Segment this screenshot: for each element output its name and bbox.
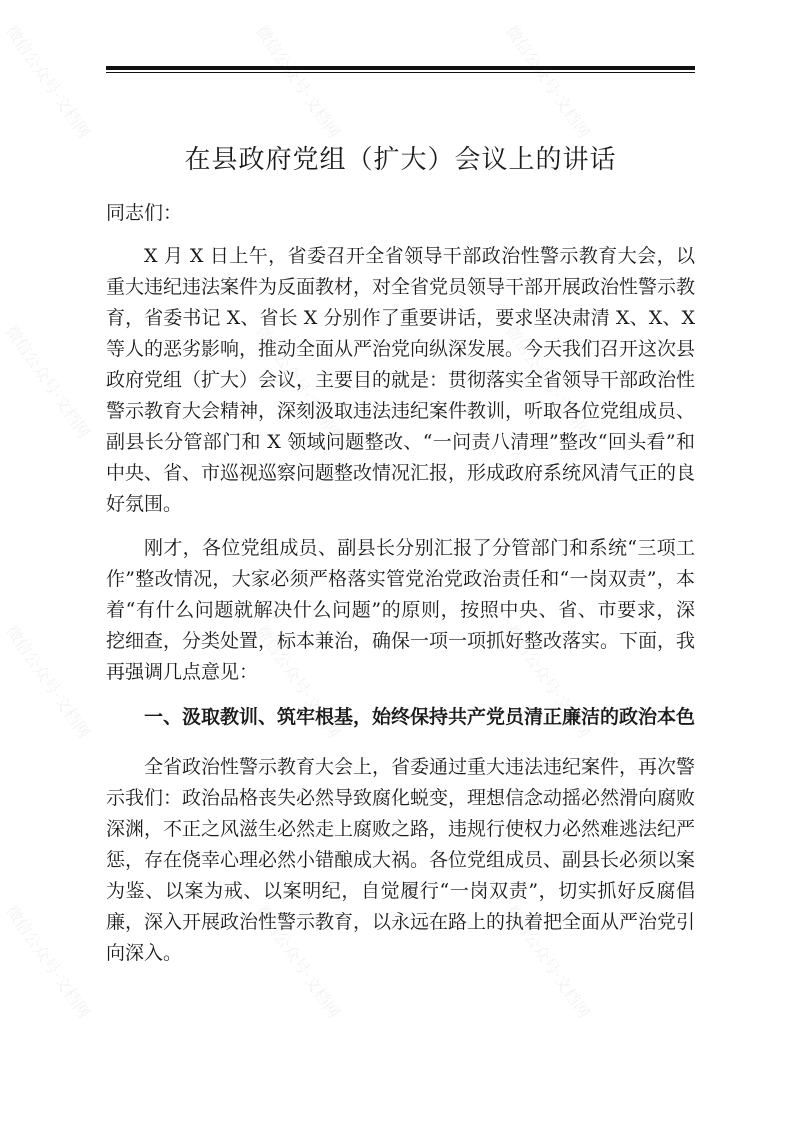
section-heading-1: 一、汲取教训、筑牢根基，始终保持共产党员清正廉洁的政治本色 (144, 706, 696, 728)
watermark: 微信公众号·文档网 (251, 21, 344, 142)
section-1-paragraph: 全省政治性警示教育大会上，省委通过重大违法违纪案件，再次警示我们：政治品格丧失必然导致腐化蜕变，理想信念动摇必然滑向腐败深渊，不正之风滋生必然走上腐败之路，违规行使权力必然难逃法纪严惩，存在侥幸心理必然小错酿成大祸。各位党组成员、副县长必须以案为鉴、以案为戒、以案明纪，自觉履行“一岗双责”，切实抓好反腐倡廉，深入开展政治性警示教育，以永远在路上的执着把全面从严治党引向深入。 (106, 756, 696, 964)
watermark: 微信公众号·文档网 (501, 901, 594, 1022)
paragraph-2: 刚才，各位党组成员、副县长分别汇报了分管部门和系统“三项工作”整改情况，大家必须严格落实管党治党政治责任和“一岗双责”，本着“有什么问题就解决什么问题”的原则，按照中央、省、市要求，深挖细查，分类处置，标本兼治，确保一项一项抓好整改落实。下面，我再强调几点意见： (106, 537, 696, 683)
watermark: 微信公众号·文档网 (1, 321, 94, 442)
watermark: 微信公众号·文档网 (501, 21, 594, 142)
watermark: 微信公众号·文档网 (501, 621, 594, 742)
watermark: 微信公众号·文档网 (1, 621, 94, 742)
watermark: 微信公众号·文档网 (251, 321, 344, 442)
header-rule-thick (106, 66, 695, 70)
watermark: 微信公众号·文档网 (501, 321, 594, 442)
watermark: 微信公众号·文档网 (251, 901, 344, 1022)
watermark: 微信公众号·文档网 (1, 21, 94, 142)
paragraph-1: X 月 X 日上午，省委召开全省领导干部政治性警示教育大会，以重大违纪违法案件为反面教材，对全省党员领导干部开展政治性警示教育，省委书记 X、省长 X 分别作了重要讲话，要求坚决肃清 X、X、X 等人的恶劣影响，推动全面从严治党向纵深发展。今天我们召开这次县政府党组（扩大）会议，主要目的就是：贯彻落实全省领导干部政治性警示教育大会精神，深刻汲取违法违纪案件教训，听取各位党组成员、副县长分管部门和 X 领域问题整改、“一问责八清理”整改“回头看”和中央、省、市巡视巡察问题整改情况汇报，形成政府系统风清气正的良好氛围。 (106, 245, 696, 515)
salutation: 同志们： (106, 202, 183, 224)
header-rule-thin (106, 72, 695, 73)
document-title: 在县政府党组（扩大）会议上的讲话 (184, 145, 617, 175)
watermark: 微信公众号·文档网 (1, 901, 94, 1022)
watermark: 微信公众号·文档网 (251, 621, 344, 742)
document-body (106, 198, 695, 969)
